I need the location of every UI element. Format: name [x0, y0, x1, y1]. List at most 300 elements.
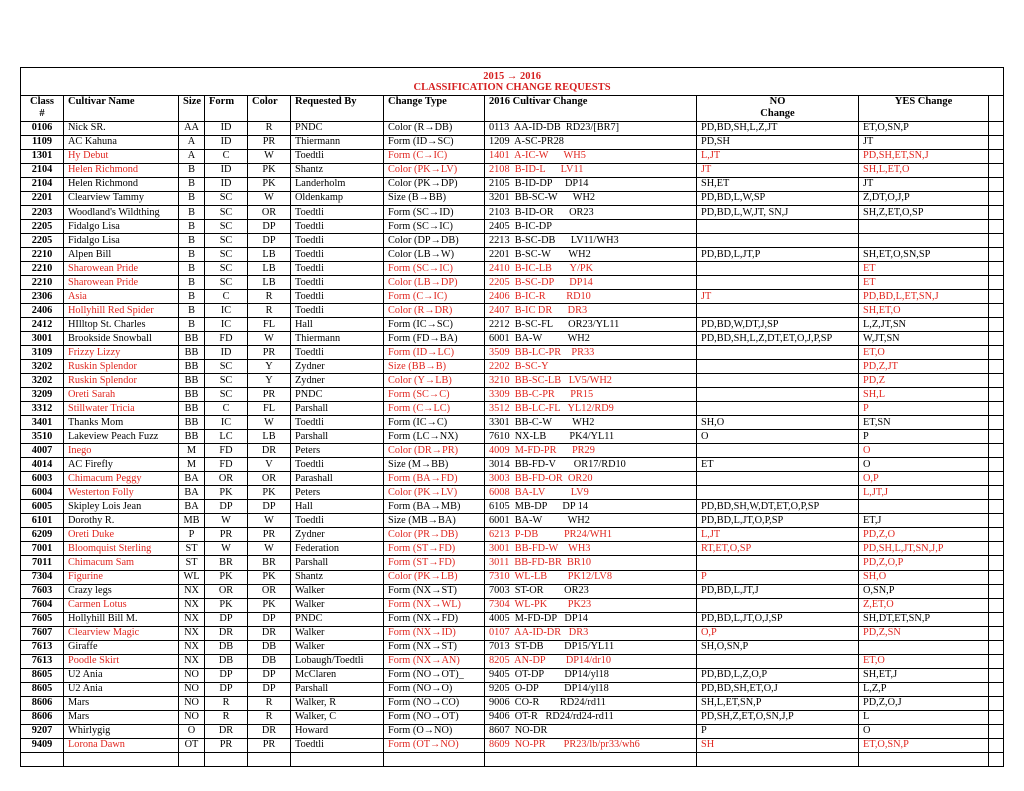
class-number-cell: 1109	[21, 136, 64, 150]
change-type-cell: Form (NX→ID)	[384, 626, 485, 640]
cultivar-change-2016-cell: 6213 P-DB PR24/WH1	[485, 528, 697, 542]
class-number-cell: 7613	[21, 640, 64, 654]
form-cell: DP	[205, 612, 248, 626]
change-type-cell: Size (BB→B)	[384, 360, 485, 374]
table-row	[21, 248, 1004, 262]
table-row	[21, 542, 1004, 556]
size-cell: BB	[179, 360, 205, 374]
change-type-cell: Form (O→NO)	[384, 724, 485, 738]
requested-by-cell: Lobaugh/Toedtli	[291, 654, 384, 668]
color-cell: R	[248, 304, 291, 318]
no-change-cell	[697, 360, 859, 374]
form-cell: DR	[205, 626, 248, 640]
blank-cell	[989, 626, 1004, 640]
header-yes-change: YES Change	[859, 96, 989, 122]
class-number-cell: 9207	[21, 724, 64, 738]
class-number-cell: 2203	[21, 206, 64, 220]
blank-cell	[989, 262, 1004, 276]
size-cell: ST	[179, 556, 205, 570]
change-type-cell: Form (ST→FD)	[384, 542, 485, 556]
size-cell: NO	[179, 668, 205, 682]
header-color: Color	[248, 96, 291, 122]
class-number-cell: 2406	[21, 304, 64, 318]
blank-cell	[989, 682, 1004, 696]
no-change-cell: PD,BD,L,W,JT, SN,J	[697, 206, 859, 220]
cultivar-name-cell: Clearview Tammy	[64, 192, 179, 206]
color-cell: R	[248, 122, 291, 136]
table-row	[21, 360, 1004, 374]
size-cell: P	[179, 528, 205, 542]
cultivar-change-2016-cell: 6001 BA-W WH2	[485, 514, 697, 528]
no-change-cell	[697, 262, 859, 276]
color-cell: DR	[248, 444, 291, 458]
header-form: Form	[205, 96, 248, 122]
table-row	[21, 514, 1004, 528]
change-type-cell: Form (C→LC)	[384, 402, 485, 416]
change-type-cell: Form (SC→ID)	[384, 206, 485, 220]
requested-by-cell: Parshall	[291, 430, 384, 444]
table-row	[21, 570, 1004, 584]
form-cell: DP	[205, 668, 248, 682]
form-cell: PR	[205, 738, 248, 752]
color-cell: PR	[248, 738, 291, 752]
blank-cell	[989, 332, 1004, 346]
no-change-cell	[697, 598, 859, 612]
size-cell: B	[179, 234, 205, 248]
requested-by-cell: Walker	[291, 598, 384, 612]
color-cell: DB	[248, 640, 291, 654]
requested-by-cell: Walker	[291, 626, 384, 640]
no-change-cell	[697, 276, 859, 290]
size-cell: O	[179, 724, 205, 738]
blank-cell	[989, 164, 1004, 178]
color-cell: Y	[248, 360, 291, 374]
color-cell: DP	[248, 612, 291, 626]
requested-by-cell: Walker	[291, 640, 384, 654]
form-cell: SC	[205, 262, 248, 276]
header-change-type: Change Type	[384, 96, 485, 122]
yes-change-cell: PD,Z,SN	[859, 626, 989, 640]
class-number-cell: 6101	[21, 514, 64, 528]
no-change-cell: SH,O,SN,P	[697, 640, 859, 654]
class-number-cell: 6005	[21, 500, 64, 514]
cultivar-change-2016-cell: 7003 ST-OR OR23	[485, 584, 697, 598]
size-cell: BB	[179, 402, 205, 416]
cultivar-name-cell: Lakeview Peach Fuzz	[64, 430, 179, 444]
size-cell: B	[179, 206, 205, 220]
blank-cell	[989, 752, 1004, 766]
color-cell: R	[248, 290, 291, 304]
yes-change-cell: O,SN,P	[859, 584, 989, 598]
color-cell: R	[248, 710, 291, 724]
no-change-cell: PD,BD,L,Z,O,P	[697, 668, 859, 682]
table-row	[21, 640, 1004, 654]
form-cell: SC	[205, 234, 248, 248]
size-cell: BB	[179, 416, 205, 430]
requested-by-cell: Hall	[291, 318, 384, 332]
form-cell: FD	[205, 332, 248, 346]
blank-cell	[989, 444, 1004, 458]
header-row	[21, 96, 1004, 122]
class-number-cell: 2306	[21, 290, 64, 304]
color-cell: DB	[248, 654, 291, 668]
class-number-cell: 2210	[21, 276, 64, 290]
cultivar-change-2016-cell: 9205 O-DP DP14/yl18	[485, 682, 697, 696]
form-cell: DP	[205, 682, 248, 696]
cultivar-name-cell: Oreti Duke	[64, 528, 179, 542]
yes-change-cell: O,P	[859, 472, 989, 486]
form-cell: DR	[205, 724, 248, 738]
form-cell: C	[205, 150, 248, 164]
change-type-cell: Color (LB→DP)	[384, 276, 485, 290]
no-change-cell	[697, 654, 859, 668]
cultivar-name-cell: Oreti Sarah	[64, 388, 179, 402]
cultivar-change-2016-cell: 7013 ST-DB DP15/YL11	[485, 640, 697, 654]
yes-change-cell: Z,DT,O,J,P	[859, 192, 989, 206]
form-cell: LC	[205, 430, 248, 444]
blank-cell	[989, 710, 1004, 724]
title-years: 2015 → 2016	[483, 70, 541, 82]
cultivar-name-cell: Dorothy R.	[64, 514, 179, 528]
requested-by-cell: Toedtli	[291, 262, 384, 276]
change-type-cell: Color (PK→LV)	[384, 164, 485, 178]
blank-cell	[989, 556, 1004, 570]
requested-by-cell: Toedtli	[291, 220, 384, 234]
yes-change-cell	[859, 220, 989, 234]
size-cell	[179, 752, 205, 766]
size-cell: B	[179, 178, 205, 192]
cultivar-change-2016-cell: 2103 B-ID-OR OR23	[485, 206, 697, 220]
cultivar-change-2016-cell: 0107 AA-ID-DR DR3	[485, 626, 697, 640]
blank-cell	[989, 570, 1004, 584]
yes-change-cell: O	[859, 724, 989, 738]
no-change-cell: PD,BD,L,JT,J	[697, 584, 859, 598]
table-row	[21, 556, 1004, 570]
table-row	[21, 276, 1004, 290]
yes-change-cell: O	[859, 458, 989, 472]
color-cell: PK	[248, 570, 291, 584]
change-type-cell: Form (C→IC)	[384, 150, 485, 164]
size-cell: A	[179, 136, 205, 150]
table-row	[21, 486, 1004, 500]
change-type-cell	[384, 752, 485, 766]
no-change-cell: RT,ET,O,SP	[697, 542, 859, 556]
blank-cell	[989, 486, 1004, 500]
form-cell: PK	[205, 598, 248, 612]
blank-cell	[989, 136, 1004, 150]
class-number-cell: 8605	[21, 682, 64, 696]
blank-cell	[989, 318, 1004, 332]
change-type-cell: Form (SC→IC)	[384, 262, 485, 276]
requested-by-cell: Toedtli	[291, 150, 384, 164]
cultivar-change-2016-cell: 9406 OT-R RD24/rd24-rd11	[485, 710, 697, 724]
yes-change-cell: SH,O	[859, 570, 989, 584]
no-change-cell: SH,ET	[697, 178, 859, 192]
color-cell: PK	[248, 178, 291, 192]
no-change-cell	[697, 388, 859, 402]
change-type-cell: Form (NX→WL)	[384, 598, 485, 612]
yes-change-cell: PD,SH,ET,SN,J	[859, 150, 989, 164]
cultivar-name-cell: Ruskin Splendor	[64, 374, 179, 388]
size-cell: ST	[179, 542, 205, 556]
table-row	[21, 682, 1004, 696]
no-change-cell: PD,BD,L,JT,P	[697, 248, 859, 262]
requested-by-cell: Walker	[291, 584, 384, 598]
size-cell: NX	[179, 598, 205, 612]
form-cell: SC	[205, 220, 248, 234]
yes-change-cell: P	[859, 402, 989, 416]
cultivar-change-2016-cell: 3014 BB-FD-V OR17/RD10	[485, 458, 697, 472]
requested-by-cell: Parshall	[291, 402, 384, 416]
color-cell: FL	[248, 318, 291, 332]
class-number-cell: 2210	[21, 248, 64, 262]
cultivar-name-cell: Sharowean Pride	[64, 276, 179, 290]
color-cell: OR	[248, 206, 291, 220]
requested-by-cell: Oldenkamp	[291, 192, 384, 206]
table-row	[21, 234, 1004, 248]
no-change-cell	[697, 346, 859, 360]
yes-change-cell: ET	[859, 262, 989, 276]
table-row	[21, 206, 1004, 220]
yes-change-cell: SH,ET,O,SN,SP	[859, 248, 989, 262]
cultivar-name-cell: Alpen Bill	[64, 248, 179, 262]
size-cell: B	[179, 276, 205, 290]
class-number-cell: 4007	[21, 444, 64, 458]
table-row	[21, 150, 1004, 164]
class-number-cell: 3312	[21, 402, 64, 416]
requested-by-cell: Toedtli	[291, 346, 384, 360]
no-change-cell: L,JT	[697, 150, 859, 164]
cultivar-name-cell: Fidalgo Lisa	[64, 234, 179, 248]
cultivar-name-cell: Inego	[64, 444, 179, 458]
cultivar-name-cell: Hollyhill Red Spider	[64, 304, 179, 318]
cultivar-name-cell: Woodland's Wildthing	[64, 206, 179, 220]
requested-by-cell: Zydner	[291, 528, 384, 542]
blank-cell	[989, 514, 1004, 528]
blank-cell	[989, 150, 1004, 164]
color-cell: W	[248, 332, 291, 346]
cultivar-name-cell: U2 Ania	[64, 682, 179, 696]
cultivar-name-cell: Mars	[64, 710, 179, 724]
yes-change-cell: PD,BD,L,ET,SN,J	[859, 290, 989, 304]
table-row	[21, 696, 1004, 710]
change-type-cell: Form (OT→NO)	[384, 738, 485, 752]
table-row	[21, 220, 1004, 234]
table-row	[21, 430, 1004, 444]
form-cell: PK	[205, 486, 248, 500]
form-cell: SC	[205, 206, 248, 220]
blank-cell	[989, 192, 1004, 206]
blank-cell	[989, 640, 1004, 654]
change-type-cell: Form (ST→FD)	[384, 556, 485, 570]
cultivar-name-cell: Clearview Magic	[64, 626, 179, 640]
change-type-cell: Size (MB→BA)	[384, 514, 485, 528]
cultivar-change-2016-cell: 2105 B-ID-DP DP14	[485, 178, 697, 192]
color-cell: W	[248, 150, 291, 164]
requested-by-cell: McClaren	[291, 668, 384, 682]
yes-change-cell: ET,O	[859, 654, 989, 668]
cultivar-change-2016-cell: 9006 CO-R RD24/rd11	[485, 696, 697, 710]
color-cell: DP	[248, 220, 291, 234]
change-type-cell: Form (C→IC)	[384, 290, 485, 304]
cultivar-name-cell: Whirlygig	[64, 724, 179, 738]
color-cell: W	[248, 542, 291, 556]
requested-by-cell: Zydner	[291, 374, 384, 388]
cultivar-change-2016-cell: 2201 B-SC-W WH2	[485, 248, 697, 262]
yes-change-cell: JT	[859, 178, 989, 192]
form-cell: SC	[205, 192, 248, 206]
size-cell: BB	[179, 346, 205, 360]
requested-by-cell: Toedtli	[291, 234, 384, 248]
form-cell: FD	[205, 444, 248, 458]
no-change-cell	[697, 556, 859, 570]
class-number-cell: 3001	[21, 332, 64, 346]
no-change-cell: PD,BD,W,DT,J,SP	[697, 318, 859, 332]
yes-change-cell	[859, 500, 989, 514]
blank-cell	[989, 388, 1004, 402]
cultivar-change-2016-cell: 2202 B-SC-Y	[485, 360, 697, 374]
header-requested-by: Requested By	[291, 96, 384, 122]
size-cell: BA	[179, 472, 205, 486]
blank-cell	[989, 304, 1004, 318]
yes-change-cell: PD,SH,L,JT,SN,J,P	[859, 542, 989, 556]
requested-by-cell: Shantz	[291, 570, 384, 584]
table-row	[21, 752, 1004, 766]
no-change-cell: PD,SH,Z,ET,O,SN,J,P	[697, 710, 859, 724]
form-cell: DP	[205, 500, 248, 514]
cultivar-change-2016-cell: 6105 MB-DP DP 14	[485, 500, 697, 514]
requested-by-cell: Peters	[291, 486, 384, 500]
color-cell: LB	[248, 430, 291, 444]
no-change-cell: PD,BD,L,JT,O,J,SP	[697, 612, 859, 626]
table-row	[21, 626, 1004, 640]
form-cell: SC	[205, 276, 248, 290]
form-cell: DB	[205, 640, 248, 654]
size-cell: BB	[179, 332, 205, 346]
cultivar-name-cell: Bloomquist Sterling	[64, 542, 179, 556]
class-number-cell: 7001	[21, 542, 64, 556]
class-number-cell: 6004	[21, 486, 64, 500]
cultivar-change-2016-cell: 3512 BB-LC-FL YL12/RD9	[485, 402, 697, 416]
yes-change-cell: SH,DT,ET,SN,P	[859, 612, 989, 626]
blank-cell	[989, 234, 1004, 248]
no-change-cell: PD,BD,L,JT,O,P,SP	[697, 514, 859, 528]
blank-cell	[989, 276, 1004, 290]
size-cell: B	[179, 262, 205, 276]
cultivar-name-cell: Giraffe	[64, 640, 179, 654]
cultivar-name-cell: Stillwater Tricia	[64, 402, 179, 416]
size-cell: OT	[179, 738, 205, 752]
class-number-cell: 7011	[21, 556, 64, 570]
change-type-cell: Form (BA→MB)	[384, 500, 485, 514]
change-type-cell: Color (Y→LB)	[384, 374, 485, 388]
header-class: Class #	[21, 96, 64, 122]
no-change-cell: O	[697, 430, 859, 444]
cultivar-name-cell: Hy Debut	[64, 150, 179, 164]
class-number-cell: 3202	[21, 360, 64, 374]
requested-by-cell: Parshall	[291, 556, 384, 570]
cultivar-change-2016-cell: 6001 BA-W WH2	[485, 332, 697, 346]
header-2016-cultivar-change: 2016 Cultivar Change	[485, 96, 697, 122]
change-type-cell: Form (SC→C)	[384, 388, 485, 402]
class-number-cell: 6209	[21, 528, 64, 542]
color-cell: Y	[248, 374, 291, 388]
requested-by-cell: Walker, R	[291, 696, 384, 710]
yes-change-cell: PD,Z,O	[859, 528, 989, 542]
change-type-cell: Form (SC→IC)	[384, 220, 485, 234]
size-cell: BA	[179, 486, 205, 500]
color-cell: PR	[248, 528, 291, 542]
class-number-cell: 7607	[21, 626, 64, 640]
change-type-cell: Color (PK→LV)	[384, 486, 485, 500]
size-cell: B	[179, 164, 205, 178]
yes-change-cell: PD,Z,O,J	[859, 696, 989, 710]
cultivar-name-cell: Nick SR.	[64, 122, 179, 136]
size-cell: B	[179, 304, 205, 318]
blank-cell	[989, 430, 1004, 444]
change-type-cell: Form (BA→FD)	[384, 472, 485, 486]
size-cell: A	[179, 150, 205, 164]
color-cell: LB	[248, 248, 291, 262]
class-number-cell: 8606	[21, 710, 64, 724]
no-change-cell: JT	[697, 164, 859, 178]
form-cell: PR	[205, 528, 248, 542]
change-type-cell: Color (PK→LB)	[384, 570, 485, 584]
cultivar-change-2016-cell: 2406 B-IC-R RD10	[485, 290, 697, 304]
no-change-cell: PD,BD,L,W,SP	[697, 192, 859, 206]
blank-cell	[989, 458, 1004, 472]
blank-cell	[989, 416, 1004, 430]
blank-cell	[989, 178, 1004, 192]
table-row	[21, 444, 1004, 458]
cultivar-name-cell: Skipley Lois Jean	[64, 500, 179, 514]
change-type-cell: Form (NO→O)	[384, 682, 485, 696]
cultivar-name-cell: Ruskin Splendor	[64, 360, 179, 374]
table-row	[21, 710, 1004, 724]
form-cell: PK	[205, 570, 248, 584]
requested-by-cell: Shantz	[291, 164, 384, 178]
cultivar-name-cell: Chimacum Peggy	[64, 472, 179, 486]
size-cell: BA	[179, 500, 205, 514]
blank-cell	[989, 472, 1004, 486]
form-cell: FD	[205, 458, 248, 472]
change-type-cell: Color (DR→PR)	[384, 444, 485, 458]
blank-cell	[989, 122, 1004, 136]
class-number-cell: 3209	[21, 388, 64, 402]
cultivar-name-cell	[64, 752, 179, 766]
form-cell: SC	[205, 248, 248, 262]
cultivar-change-2016-cell: 8205 AN-DP DP14/dr10	[485, 654, 697, 668]
table-row	[21, 528, 1004, 542]
size-cell: WL	[179, 570, 205, 584]
form-cell: IC	[205, 416, 248, 430]
table-row	[21, 458, 1004, 472]
yes-change-cell: L,JT,J	[859, 486, 989, 500]
requested-by-cell: Hall	[291, 500, 384, 514]
cultivar-name-cell: Crazy legs	[64, 584, 179, 598]
yes-change-cell: ET,O	[859, 346, 989, 360]
cultivar-name-cell: Sharowean Pride	[64, 262, 179, 276]
cultivar-change-2016-cell: 4009 M-FD-PR PR29	[485, 444, 697, 458]
table-row	[21, 290, 1004, 304]
class-number-cell: 2201	[21, 192, 64, 206]
yes-change-cell: SH,L	[859, 388, 989, 402]
color-cell: V	[248, 458, 291, 472]
blank-cell	[989, 402, 1004, 416]
requested-by-cell: PNDC	[291, 388, 384, 402]
color-cell: LB	[248, 276, 291, 290]
form-cell: ID	[205, 178, 248, 192]
